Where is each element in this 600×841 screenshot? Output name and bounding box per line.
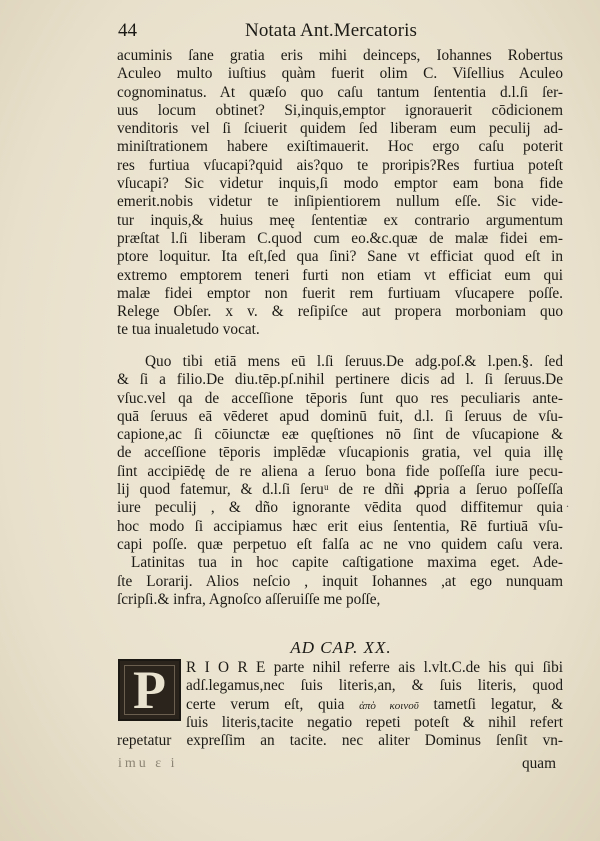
text-line: extremo emptorem teneri furti non etiam vt efficiat eum qui	[117, 266, 563, 284]
decorated-initial	[118, 659, 181, 721]
chapter-heading: AD CAP. XX.	[290, 638, 392, 657]
text-line: venditoris vel ſi ſciuerit quidem ſed liberam eum peculij ad-	[117, 120, 563, 138]
margin-mark: .	[566, 496, 569, 510]
text-line: lij quod fatemur, & d.l.ſi ſeruᵘ de re dñi ꝓpria a ſeruo poſſeſſa	[117, 481, 563, 499]
text-line: & ſi a filio.De diu.tēp.pſ.nihil pertinere dicis ad l. ſi ſeruus.De	[117, 371, 563, 389]
running-title: Notata Ant.Mercatoris	[245, 20, 417, 41]
text-line: iure peculij , & dño ignorante vēdita quod diffitemur quia	[117, 499, 563, 517]
text-line: ptore loquitur. Ita eſt,ſed qua ſini? Sane vt efficiat quod eſt in	[117, 248, 563, 266]
text-line: de acceſſione tēporis implēdæ vſucapionis gratia, vel quia illę	[117, 444, 563, 462]
page-header	[118, 20, 478, 46]
text-segment: certe verum eſt, quia	[186, 695, 360, 713]
paragraph-block-3-full	[117, 732, 563, 750]
text-line: uus locum obtinet? Si,inquis,emptor ignorauerit cōdicionem	[117, 101, 563, 119]
text-line: capione,ac ſi cōiunctæ eæ quęſtiones nō ſint de vſucapione &	[117, 426, 563, 444]
text-line: Quo tibi etiā mens eū l.ſi ſeruus.De adg.poſ.& l.pen.§. ſed	[145, 353, 563, 370]
text-line: capi poſſe. quæ perpetuo eſt falſa ac ne vno quidem caſu vera.	[117, 535, 563, 553]
paragraph-block-2	[117, 353, 563, 609]
paragraph-block-1	[117, 47, 563, 340]
text-line: quā ſeruus eā vēderet apud dominū fuit, d.l. ſi ſeruus de vſu-	[117, 407, 563, 425]
text-line: ſuis literis,tacite negatio repeti poteſt & nihil refert	[186, 713, 563, 731]
text-line: malæ fidei emptor non fuerit rem furtiuam vſucapere poſſe.	[117, 284, 563, 302]
text-line: R I O R E parte nihil referre ais l.vlt.C.de his qui ſibi	[186, 659, 563, 676]
text-line: Aculeo multo iuſtius quàm fuerit olim C. Viſellius Aculeo	[117, 65, 563, 83]
text-line: hoc modo ſi accipiamus hæc erit eius ſententia, Rē furtiuā vſu-	[117, 517, 563, 535]
text-line: acuminis ſane gratia eris mihi deinceps, Iohannes Robertus	[117, 47, 563, 64]
text-segment: tametſi legatur, &	[418, 695, 563, 713]
text-line: vſucapi? Sic videtur inquis,ſi modo emptor eam bona fide	[117, 175, 563, 193]
text-line: repetatur expreſſim an tacite. nec aliter Dominus ſenſit vn-	[117, 732, 563, 749]
bleed-through-text: imu ɛ i	[118, 756, 178, 771]
text-line: tur inquis,& huius meę ſententiæ ex contrario argumentum	[117, 211, 563, 229]
initial-letter: P	[133, 660, 166, 720]
page-number: 44	[118, 20, 137, 41]
text-line	[186, 696, 563, 714]
text-line: miniſtrationem habere exiſtimauerit. Hoc ergo caſu poterit	[117, 138, 563, 156]
text-line: cognominatus. At quæſo quo caſu tantum ſententia d.l.ſi ſer-	[117, 83, 563, 101]
greek-phrase: ἀπὸ κοινοῦ	[359, 699, 419, 712]
text-line: emerit.nobis videtur te inſipientiorem nullum eſſe. Sic vide-	[117, 193, 563, 211]
text-line: ſint accipiēdę de re aliena a ſeruo bona fide poſſeſſa iure pecu-	[117, 462, 563, 480]
catchword: quam	[522, 755, 556, 772]
text-line: vſuc.vel qa de acceſſione tēporis ſunt quo res peculiaris ante-	[117, 389, 563, 407]
text-line: ſcripſi.& infra, Agnoſco aſſeruiſſe me poſſe,	[117, 590, 381, 608]
text-line: præſtat l.ſi liberam C.quod cum eo.&c.quæ de malæ fidei em-	[117, 229, 563, 247]
paragraph-block-3-indented	[186, 659, 563, 732]
text-line: res furtiua vſucapi?quid ais?quo te proripis?Res furtiua poteſt	[117, 156, 563, 174]
text-line: te tua inualetudo vocat.	[117, 321, 260, 339]
text-line: Relege Obſer. x v. & reſipiſce aut propera morboniam quo	[117, 303, 563, 321]
text-line: ſte Lorarij. Alios neſcio , inquit Iohannes ,at ego nunquam	[117, 572, 563, 590]
text-line: adſ.legamus,nec ſuis literis,an, & ſuis literis, quod	[186, 677, 563, 695]
text-line: Latinitas tua in hoc capite caſtigatione maxima eget. Ade-	[131, 554, 563, 572]
